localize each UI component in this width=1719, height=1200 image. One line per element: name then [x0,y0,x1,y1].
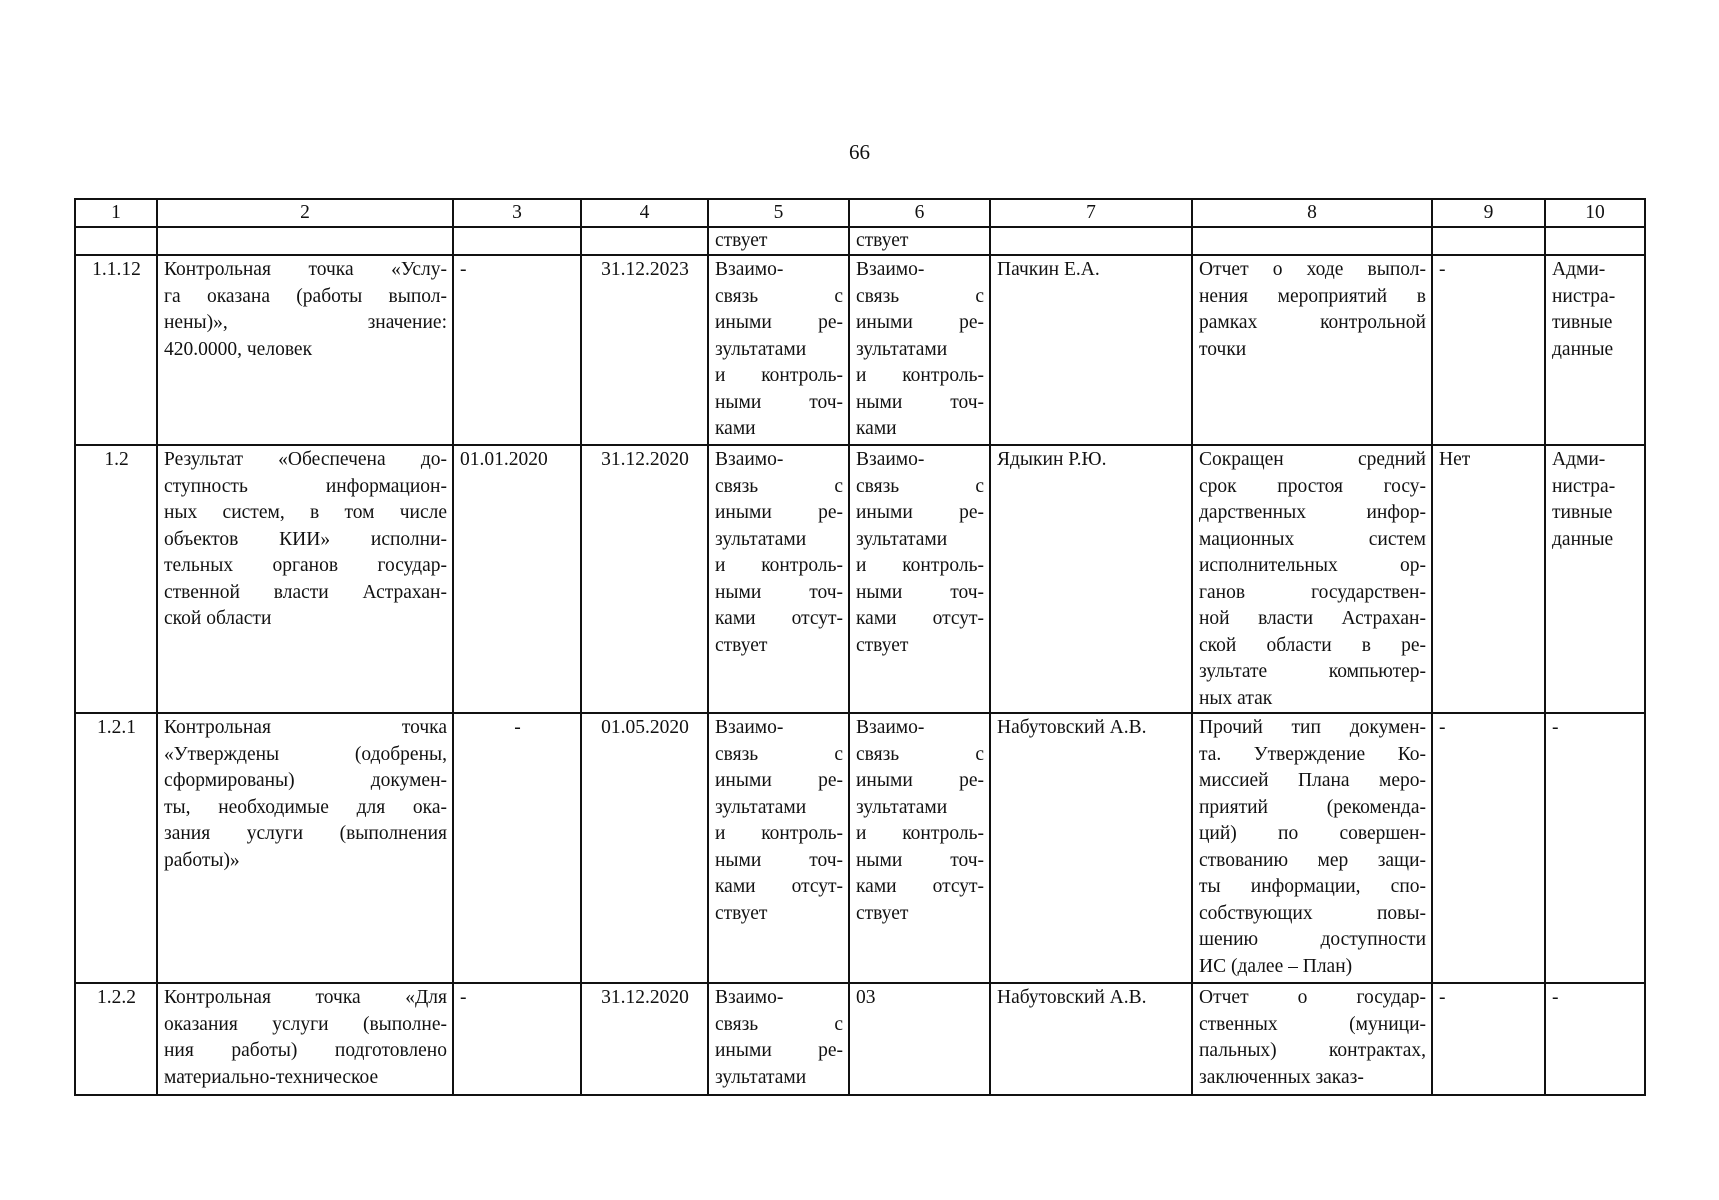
cell-text-line: оказания услуги (выполне- [164,1013,447,1035]
cell-text-line: Контрольная точка «Услу- [164,259,447,280]
row-start-date: - [453,255,581,445]
column-header: 9 [1432,199,1545,227]
cell-text-line: Взаимо- [715,987,784,1008]
cell-text-line: исполнительных ор- [1199,555,1426,576]
row-document [1192,255,1432,445]
plan-table [74,198,1646,1096]
row-col10 [1545,255,1645,445]
cell-text-line: связь с [715,475,843,497]
cell-text-line: и контроль- [856,823,984,844]
cell-text-line: Адми- [1552,449,1606,470]
cell-text-line: ствует [856,902,909,924]
cell-text-line: Адми- [1552,259,1606,280]
cell-text-line: ными точ- [715,849,843,871]
cell-text-line: ской области [164,608,272,629]
row-name [157,983,453,1095]
cell-text-line: ния работы) подготовлено [164,1040,447,1061]
cell-text-line: зультатами [856,528,948,550]
cell-text-line: миссией Плана меро- [1199,770,1426,791]
cell-text-line: ными точ- [856,581,984,603]
cell-text-line: иными ре- [856,770,984,791]
row-link-next [849,445,990,713]
cell-text-line: иными ре- [715,770,843,791]
cell-text-line: ственной власти Астрахан- [164,581,447,603]
cell-text-line: связь с [856,475,984,497]
cell-text-line: нены)», значение: [164,312,447,333]
row-id: 1.1.12 [75,255,157,445]
cell-text-line: 420.0000, человек [164,338,313,360]
cell-text-line: ками отсут- [715,876,843,897]
table-cell: ствует [708,227,849,255]
row-id: 1.2.1 [75,713,157,983]
row-col10 [1545,445,1645,713]
cell-text-line: зультате компьютер- [1199,661,1426,682]
cell-text-line: работы)» [164,849,240,871]
cell-text-line: собствующих повы- [1199,902,1426,924]
row-responsible: Набутовский А.В. [990,713,1192,983]
continuation-row [75,227,1645,255]
cell-text-line: ных атак [1199,687,1273,709]
table-row [75,983,1645,1095]
cell-text-line: точки [1199,338,1247,360]
table-cell [1192,227,1432,255]
column-header: 1 [75,199,157,227]
cell-text-line: Контрольная точка «Для [164,987,447,1008]
cell-text-line: ствует [715,902,768,924]
column-header: 4 [581,199,708,227]
row-link-prev [708,255,849,445]
row-responsible: Пачкин Е.А. [990,255,1192,445]
cell-text-line: Прочий тип докумен- [1199,717,1426,738]
cell-text-line: Взаимо- [856,259,925,280]
row-start-date: - [453,713,581,983]
row-link-next [849,713,990,983]
table-row [75,713,1645,983]
page-number: 66 [849,140,870,164]
row-responsible: Ядыкин Р.Ю. [990,445,1192,713]
cell-text-line: Взаимо- [715,449,784,470]
cell-text-line: связь с [715,743,843,765]
cell-text-line: Контрольная точка [164,717,447,738]
cell-text-line: зультатами [856,796,948,818]
cell-text-line: данные [1552,528,1614,550]
cell-text-line: ками [856,418,897,439]
cell-text-line: связь с [715,1013,843,1035]
row-link-next [849,255,990,445]
column-number-row [75,199,1645,227]
column-header: 6 [849,199,990,227]
row-col9: - [1432,255,1545,445]
cell-text-line: тивные [1552,312,1613,333]
cell-text-line: материально-техническое [164,1066,379,1088]
cell-text-line: мационных систем [1199,528,1426,550]
cell-text-line: ствует [856,634,909,656]
row-link-prev [708,713,849,983]
table-cell [1545,227,1645,255]
cell-text-line: нистра- [1552,475,1616,497]
cell-text-line: ствует [715,634,768,656]
cell-text-line: ками отсут- [856,608,984,629]
cell-text-line: ной власти Астрахан- [1199,608,1426,629]
cell-text-line: ными точ- [715,391,843,413]
row-start-date: 01.01.2020 [453,445,581,713]
row-col10: - [1545,713,1645,983]
row-end-date: 01.05.2020 [581,713,708,983]
cell-text-line: иными ре- [715,312,843,333]
table-cell [453,227,581,255]
row-col9: - [1432,983,1545,1095]
cell-text-line: объектов КИИ» исполни- [164,528,447,550]
cell-text-line: заключенных заказ- [1199,1066,1364,1088]
cell-text-line: ступность информацион- [164,475,447,497]
column-header: 2 [157,199,453,227]
cell-text-line: срок простоя госу- [1199,475,1426,497]
cell-text-line: зультатами [856,338,948,360]
cell-text-line: Взаимо- [715,259,784,280]
cell-text-line: иными ре- [856,312,984,333]
cell-text-line: нения мероприятий в [1199,285,1426,307]
table-cell [581,227,708,255]
cell-text-line: рамках контрольной [1199,312,1426,333]
cell-text-line: тельных органов государ- [164,555,447,576]
row-end-date: 31.12.2023 [581,255,708,445]
cell-text-line: и контроль- [715,365,843,386]
cell-text-line: ными точ- [715,581,843,603]
cell-text-line: ками [715,418,756,439]
cell-text-line: та. Утверждение Ко- [1199,743,1426,765]
row-link-next: 03 [849,983,990,1095]
row-start-date: - [453,983,581,1095]
table-cell [1432,227,1545,255]
cell-text-line: зания услуги (выполнения [164,823,447,844]
cell-text-line: сформированы) докумен- [164,770,447,791]
cell-text-line: ных систем, в том числе [164,502,447,523]
cell-text-line: га оказана (работы выпол- [164,285,447,307]
cell-text-line: и контроль- [856,555,984,576]
cell-text-line: Взаимо- [856,449,925,470]
column-header: 3 [453,199,581,227]
cell-text-line: и контроль- [856,365,984,386]
cell-text-line: Сокращен средний [1199,449,1426,470]
row-id: 1.2 [75,445,157,713]
column-header: 5 [708,199,849,227]
row-name [157,445,453,713]
cell-text-line: Взаимо- [856,717,925,738]
table-cell [157,227,453,255]
row-col9: - [1432,713,1545,983]
row-document [1192,445,1432,713]
cell-text-line: ской области в ре- [1199,634,1426,656]
cell-text-line: ИС (далее – План) [1199,955,1353,977]
table-row [75,255,1645,445]
row-col9: Нет [1432,445,1545,713]
cell-text-line: дарственных инфор- [1199,502,1426,523]
cell-text-line: ными точ- [856,391,984,413]
cell-text-line: ганов государствен- [1199,581,1426,603]
row-document [1192,713,1432,983]
cell-text-line: связь с [715,285,843,307]
column-header: 7 [990,199,1192,227]
table-cell [75,227,157,255]
cell-text-line: приятий (рекоменда- [1199,796,1426,818]
table-row [75,445,1645,713]
cell-text-line: связь с [856,285,984,307]
table-cell [990,227,1192,255]
column-header: 8 [1192,199,1432,227]
cell-text-line: Отчет о ходе выпол- [1199,259,1426,280]
cell-text-line: пальных) контрактах, [1199,1040,1426,1061]
cell-text-line: ты, необходимые для ока- [164,796,447,818]
cell-text-line: ствованию мер защи- [1199,849,1426,871]
row-responsible: Набутовский А.В. [990,983,1192,1095]
cell-text-line: зультатами [715,1066,807,1088]
cell-text-line: связь с [856,743,984,765]
cell-text-line: иными ре- [715,1040,843,1061]
cell-text-line: зультатами [715,528,807,550]
column-header: 10 [1545,199,1645,227]
table-cell: ствует [849,227,990,255]
cell-text-line: Результат «Обеспечена до- [164,449,447,470]
row-col10: - [1545,983,1645,1095]
cell-text-line: и контроль- [715,823,843,844]
cell-text-line: иными ре- [715,502,843,523]
row-link-prev [708,445,849,713]
row-end-date: 31.12.2020 [581,983,708,1095]
cell-text-line: иными ре- [856,502,984,523]
cell-text-line: и контроль- [715,555,843,576]
cell-text-line: Взаимо- [715,717,784,738]
cell-text-line: тивные [1552,502,1613,523]
cell-text-line: ственных (муници- [1199,1013,1426,1035]
cell-text-line: зультатами [715,796,807,818]
row-end-date: 31.12.2020 [581,445,708,713]
cell-text-line: ками отсут- [715,608,843,629]
cell-text-line: шению доступности [1199,929,1426,950]
cell-text-line: зультатами [715,338,807,360]
cell-text-line: ками отсут- [856,876,984,897]
cell-text-line: данные [1552,338,1614,360]
cell-text-line: ты информации, спо- [1199,876,1426,897]
row-id: 1.2.2 [75,983,157,1095]
cell-text-line: ций) по совершен- [1199,823,1426,844]
cell-text-line: «Утверждены (одобрены, [164,743,447,765]
cell-text-line: ными точ- [856,849,984,871]
row-link-prev [708,983,849,1095]
row-document [1192,983,1432,1095]
row-name [157,713,453,983]
cell-text-line: нистра- [1552,285,1616,307]
cell-text-line: Отчет о государ- [1199,987,1426,1008]
row-name [157,255,453,445]
